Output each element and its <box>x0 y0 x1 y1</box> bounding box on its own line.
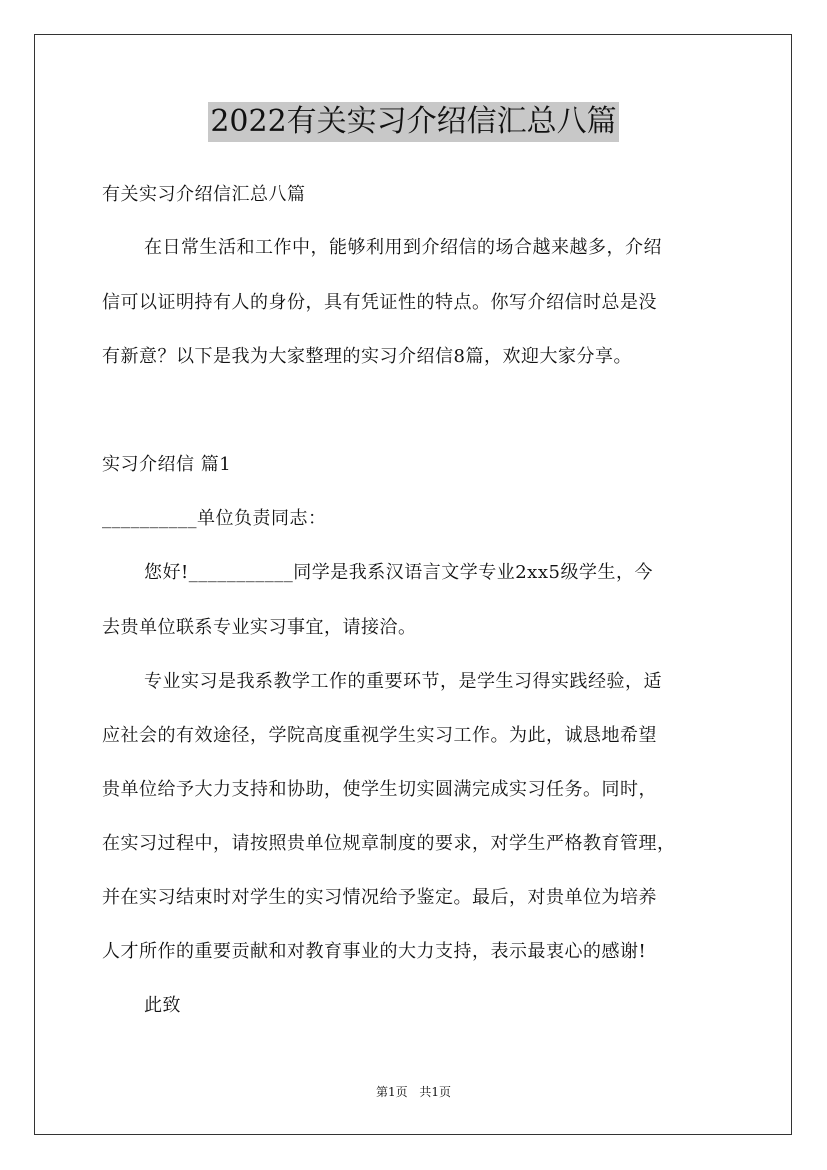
body-line-2: 去贵单位联系专业实习事宜，请接洽。 <box>102 617 417 638</box>
body-line-5: 贵单位给予大力支持和协助，使学生切实圆满完成实习任务。同时， <box>102 779 657 800</box>
document-subtitle: 有关实习介绍信汇总八篇 <box>102 184 306 205</box>
document-title: 2022有关实习介绍信汇总八篇 <box>208 102 618 142</box>
page-number: 第1页 <box>375 1085 408 1099</box>
title-container <box>0 102 827 142</box>
body-line-1: 您好!___________同学是我系汉语言文学专业2xx5级学生，今 <box>144 562 653 583</box>
section-heading: 实习介绍信 篇1 <box>102 454 232 475</box>
page-footer <box>0 1084 827 1100</box>
page-total: 共1页 <box>419 1085 452 1099</box>
body-line-6: 在实习过程中，请按照贵单位规章制度的要求，对学生严格教育管理， <box>102 833 676 854</box>
body-line-8: 人才所作的重要贡献和对教育事业的大力支持，表示最衷心的感谢! <box>102 941 647 962</box>
intro-line-2: 信可以证明持有人的身份，具有凭证性的特点。你写介绍信时总是没 <box>102 292 657 313</box>
body-line-7: 并在实习结束时对学生的实习情况给予鉴定。最后，对贵单位为培养 <box>102 887 657 908</box>
body-line-4: 应社会的有效途径，学院高度重视学生实习工作。为此，诚恳地希望 <box>102 725 657 746</box>
salutation: __________单位负责同志： <box>102 508 327 529</box>
body-line-3: 专业实习是我系教学工作的重要环节，是学生习得实践经验，适 <box>144 671 662 692</box>
intro-line-1: 在日常生活和工作中，能够利用到介绍信的场合越来越多，介绍 <box>144 237 662 258</box>
closing-line: 此致 <box>144 995 181 1016</box>
intro-line-3: 有新意？以下是我为大家整理的实习介绍信8篇，欢迎大家分享。 <box>102 346 632 367</box>
